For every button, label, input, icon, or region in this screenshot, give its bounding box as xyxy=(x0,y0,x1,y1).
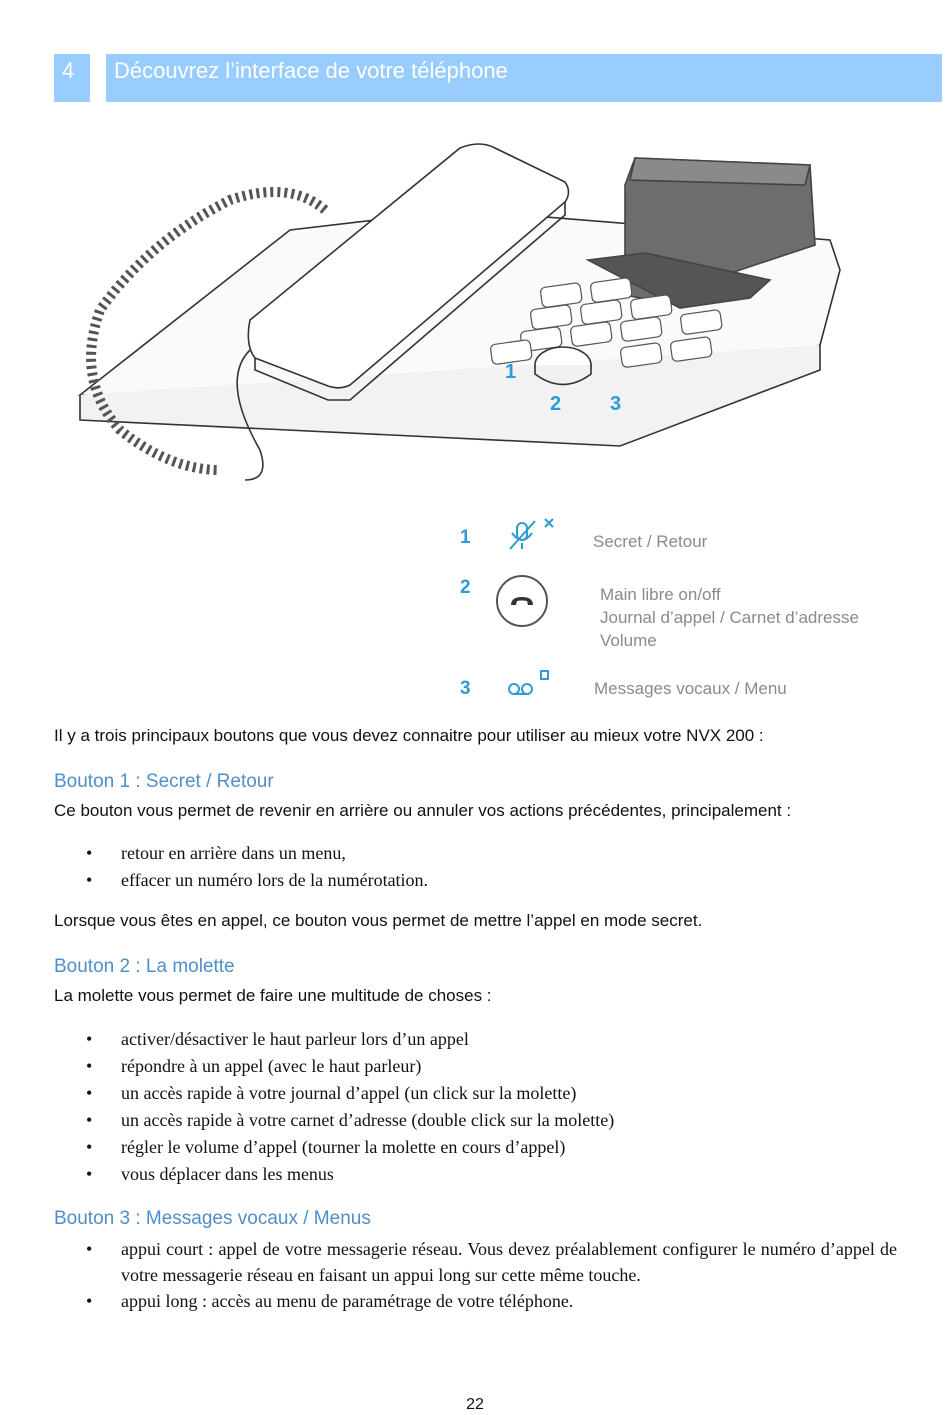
list-item: • appui long : accès au menu de paramétrage de votre téléphone. xyxy=(54,1288,897,1314)
callout-3: 3 xyxy=(610,393,622,415)
legend-text: Main libre on/off xyxy=(600,585,721,604)
callout-1: 1 xyxy=(505,361,517,383)
list-item: • appui court : appel de votre messagerie réseau. Vous devez préalablement configurer le numéro d’appel de votre messagerie réseau en faisant un appui long sur cette même touche. xyxy=(54,1236,897,1288)
button-legend xyxy=(450,505,910,715)
callout-2: 2 xyxy=(550,393,562,415)
bullet-list xyxy=(54,1026,614,1188)
section-number: 4 xyxy=(54,54,90,102)
list-item: • régler le volume d’appel (tourner la molette en cours d’appel) xyxy=(54,1134,614,1161)
legend-text: Messages vocaux / Menu xyxy=(594,679,787,698)
paragraph: La molette vous permet de faire une multitude de choses : xyxy=(54,986,492,1005)
legend-text: Volume xyxy=(600,631,657,650)
list-item: • vous déplacer dans les menus xyxy=(54,1161,614,1188)
legend-text: Secret / Retour xyxy=(593,532,708,551)
list-item: • répondre à un appel (avec le haut parleur) xyxy=(54,1053,614,1080)
list-item: • activer/désactiver le haut parleur lors d’un appel xyxy=(54,1026,614,1053)
bullet-list xyxy=(54,840,428,894)
voicemail-icon xyxy=(505,667,555,701)
legend-number: 1 xyxy=(460,527,471,548)
legend-number: 3 xyxy=(460,678,471,699)
phone-illustration xyxy=(60,120,860,500)
section-heading: Bouton 3 : Messages vocaux / Menus xyxy=(54,1208,371,1229)
legend-number: 2 xyxy=(460,577,471,598)
page-number: 22 xyxy=(466,1396,484,1413)
paragraph: Ce bouton vous permet de revenir en arrière ou annuler vos actions précédentes, principalement : xyxy=(54,801,792,820)
intro-paragraph: Il y a trois principaux boutons que vous devez connaitre pour utiliser au mieux votre NVX 200 : xyxy=(54,726,764,745)
legend-text: Journal d’appel / Carnet d’adresse xyxy=(600,608,859,627)
list-item: • effacer un numéro lors de la numérotation. xyxy=(54,867,428,894)
list-item: • retour en arrière dans un menu, xyxy=(54,840,428,867)
list-item: • un accès rapide à votre carnet d’adresse (double click sur la molette) xyxy=(54,1107,614,1134)
section-heading: Bouton 1 : Secret / Retour xyxy=(54,771,274,792)
section-title: Découvrez l’interface de votre téléphone xyxy=(106,54,942,102)
handset-wheel-icon xyxy=(494,573,550,629)
mute-microphone-icon xyxy=(505,515,565,555)
paragraph: Lorsque vous êtes en appel, ce bouton vous permet de mettre l’appel en mode secret. xyxy=(54,911,703,930)
section-heading: Bouton 2 : La molette xyxy=(54,956,235,977)
bullet-list xyxy=(54,1236,897,1314)
list-item: • un accès rapide à votre journal d’appel (un click sur la molette) xyxy=(54,1080,614,1107)
